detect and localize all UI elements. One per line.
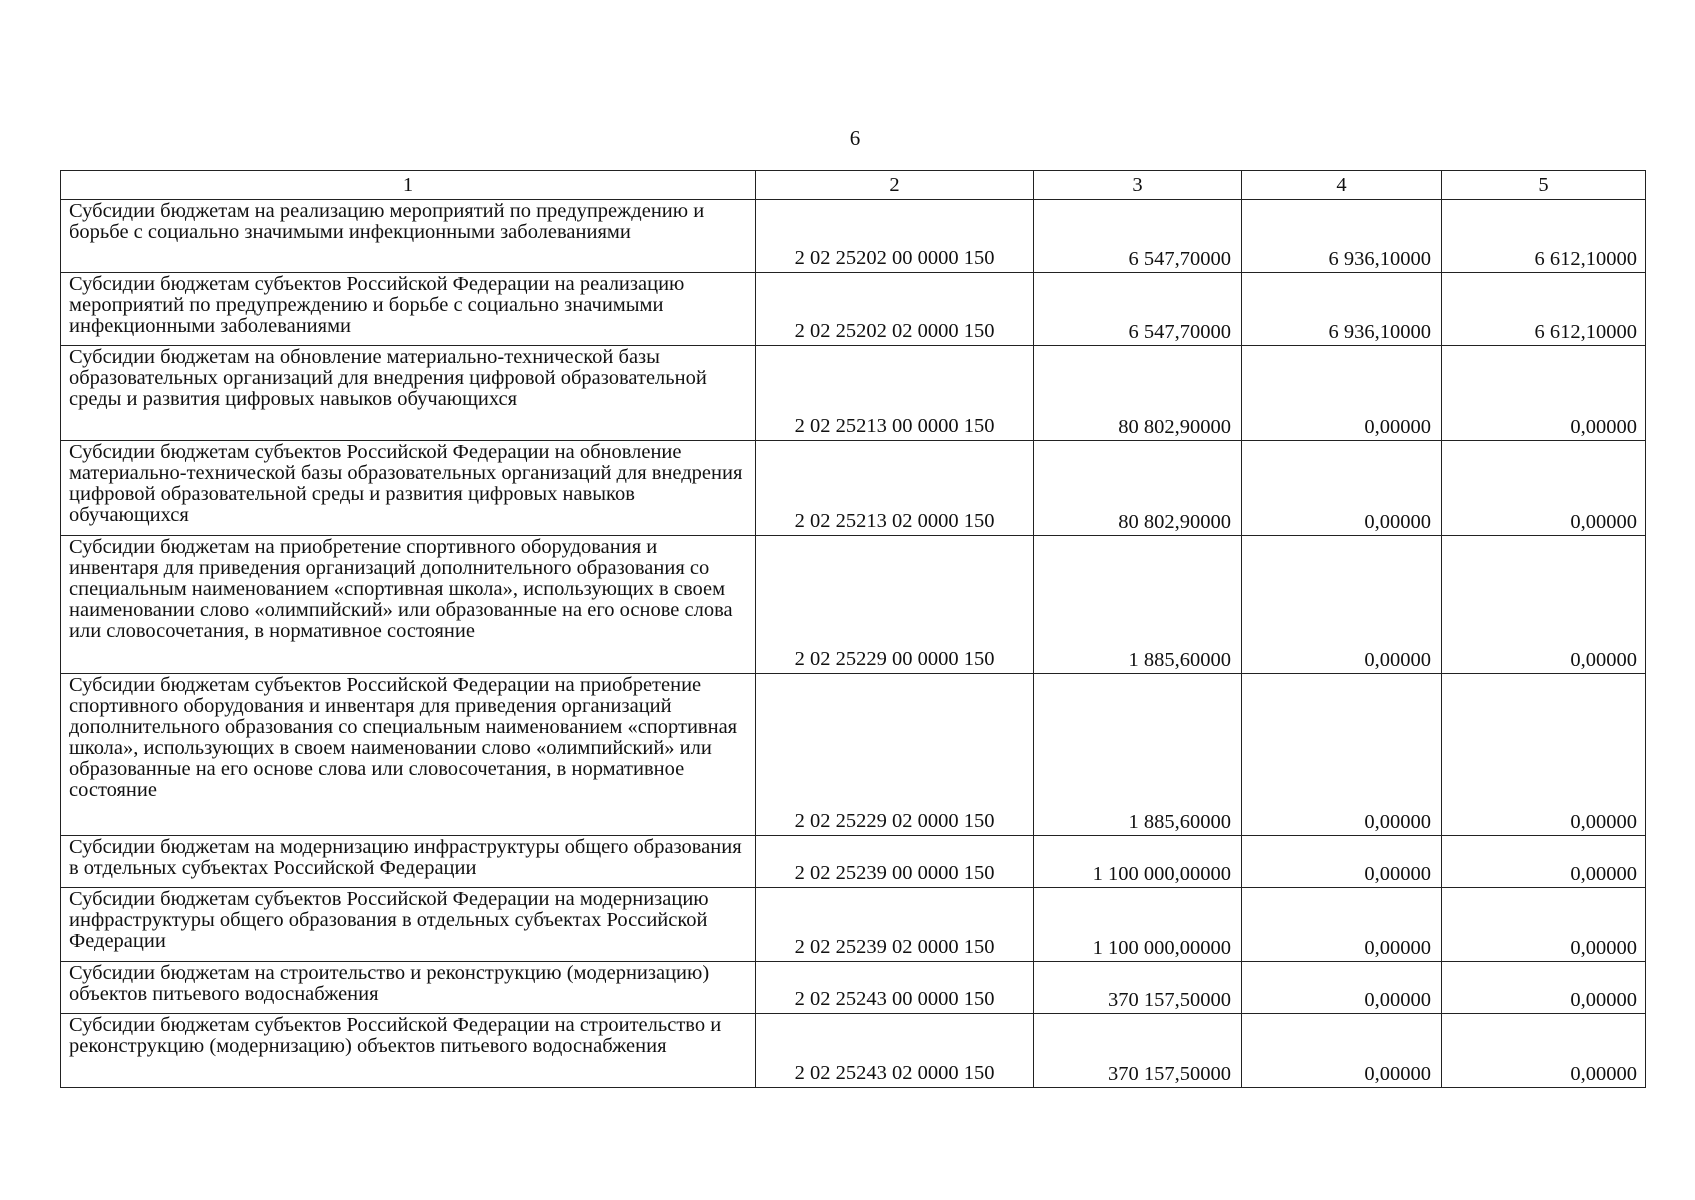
row-value-col3: 1 100 000,00000 <box>1034 888 1242 962</box>
row-code-cell: 2 02 25202 02 0000 150 <box>756 273 1034 346</box>
row-code-cell: 2 02 25243 00 0000 150 <box>756 962 1034 1014</box>
table-row <box>61 962 1646 1014</box>
row-code-cell: 2 02 25213 02 0000 150 <box>756 441 1034 536</box>
row-value-col3: 1 100 000,00000 <box>1034 836 1242 888</box>
row-name-cell: Субсидии бюджетам субъектов Российской Федерации на строительство и реконструкцию (модернизацию) объектов питьевого водоснабжения <box>61 1014 756 1088</box>
row-value-col5: 6 612,10000 <box>1442 273 1646 346</box>
row-value-col3: 1 885,60000 <box>1034 536 1242 674</box>
table-row <box>61 346 1646 441</box>
row-value-col3: 6 547,70000 <box>1034 200 1242 273</box>
row-value-col5: 0,00000 <box>1442 962 1646 1014</box>
row-value-col4: 0,00000 <box>1242 836 1442 888</box>
row-name-cell: Субсидии бюджетам на обновление материально-технической базы образовательных организаций для внедрения цифровой образовательной среды и развития цифровых навыков обучающихся <box>61 346 756 441</box>
row-value-col4: 0,00000 <box>1242 346 1442 441</box>
row-value-col5: 0,00000 <box>1442 536 1646 674</box>
table-row <box>61 441 1646 536</box>
row-name-cell: Субсидии бюджетам субъектов Российской Федерации на реализацию мероприятий по предупреждению и борьбе с социально значимыми инфекционными заболеваниями <box>61 273 756 346</box>
row-value-col4: 0,00000 <box>1242 888 1442 962</box>
row-value-col3: 80 802,90000 <box>1034 441 1242 536</box>
row-code-cell: 2 02 25243 02 0000 150 <box>756 1014 1034 1088</box>
row-value-col4: 0,00000 <box>1242 674 1442 836</box>
row-value-col4: 6 936,10000 <box>1242 200 1442 273</box>
row-code-cell: 2 02 25229 02 0000 150 <box>756 674 1034 836</box>
row-name-cell: Субсидии бюджетам субъектов Российской Федерации на обновление материально-технической базы образовательных организаций для внедрения цифровой образовательной среды и развития цифровых навыков обучающихся <box>61 441 756 536</box>
row-value-col4: 6 936,10000 <box>1242 273 1442 346</box>
budget-table <box>60 170 1646 1088</box>
row-value-col5: 0,00000 <box>1442 888 1646 962</box>
header-col-1: 1 <box>61 171 756 200</box>
row-value-col5: 0,00000 <box>1442 674 1646 836</box>
table-row <box>61 273 1646 346</box>
header-col-5: 5 <box>1442 171 1646 200</box>
row-value-col3: 370 157,50000 <box>1034 962 1242 1014</box>
row-value-col5: 0,00000 <box>1442 1014 1646 1088</box>
page-number: 6 <box>849 126 861 150</box>
row-code-cell: 2 02 25202 00 0000 150 <box>756 200 1034 273</box>
table-row <box>61 836 1646 888</box>
row-name-cell: Субсидии бюджетам на модернизацию инфраструктуры общего образования в отдельных субъектах Российской Федерации <box>61 836 756 888</box>
table-row <box>61 536 1646 674</box>
row-name-cell: Субсидии бюджетам на реализацию мероприятий по предупреждению и борьбе с социально значимыми инфекционными заболеваниями <box>61 200 756 273</box>
row-name-cell: Субсидии бюджетам субъектов Российской Федерации на модернизацию инфраструктуры общего образования в отдельных субъектах Российской Федерации <box>61 888 756 962</box>
row-value-col4: 0,00000 <box>1242 1014 1442 1088</box>
row-code-cell: 2 02 25239 02 0000 150 <box>756 888 1034 962</box>
row-name-cell: Субсидии бюджетам на строительство и реконструкцию (модернизацию) объектов питьевого водоснабжения <box>61 962 756 1014</box>
row-code-cell: 2 02 25213 00 0000 150 <box>756 346 1034 441</box>
row-value-col4: 0,00000 <box>1242 536 1442 674</box>
row-value-col3: 370 157,50000 <box>1034 1014 1242 1088</box>
table-row <box>61 1014 1646 1088</box>
row-name-cell: Субсидии бюджетам на приобретение спортивного оборудования и инвентаря для приведения организаций дополнительного образования со специальным наименованием «спортивная школа», использующих в своем наименовании слово «олимпийский» или образованные на его основе слова или словосочетания, в нормативное состояние <box>61 536 756 674</box>
row-value-col5: 0,00000 <box>1442 836 1646 888</box>
table-header-row <box>61 171 1646 200</box>
table-row <box>61 888 1646 962</box>
row-value-col5: 0,00000 <box>1442 441 1646 536</box>
table-row <box>61 200 1646 273</box>
row-value-col5: 6 612,10000 <box>1442 200 1646 273</box>
row-value-col4: 0,00000 <box>1242 962 1442 1014</box>
row-code-cell: 2 02 25229 00 0000 150 <box>756 536 1034 674</box>
row-value-col4: 0,00000 <box>1242 441 1442 536</box>
row-code-cell: 2 02 25239 00 0000 150 <box>756 836 1034 888</box>
row-value-col3: 1 885,60000 <box>1034 674 1242 836</box>
header-col-4: 4 <box>1242 171 1442 200</box>
header-col-3: 3 <box>1034 171 1242 200</box>
row-name-cell: Субсидии бюджетам субъектов Российской Федерации на приобретение спортивного оборудования и инвентаря для приведения организаций дополнительного образования со специальным наименованием «спортивная школа», использующих в своем наименовании слово «олимпийский» или образованные на его основе слова или словосочетания, в нормативное состояние <box>61 674 756 836</box>
table-row <box>61 674 1646 836</box>
row-value-col5: 0,00000 <box>1442 346 1646 441</box>
header-col-2: 2 <box>756 171 1034 200</box>
row-value-col3: 80 802,90000 <box>1034 346 1242 441</box>
row-value-col3: 6 547,70000 <box>1034 273 1242 346</box>
